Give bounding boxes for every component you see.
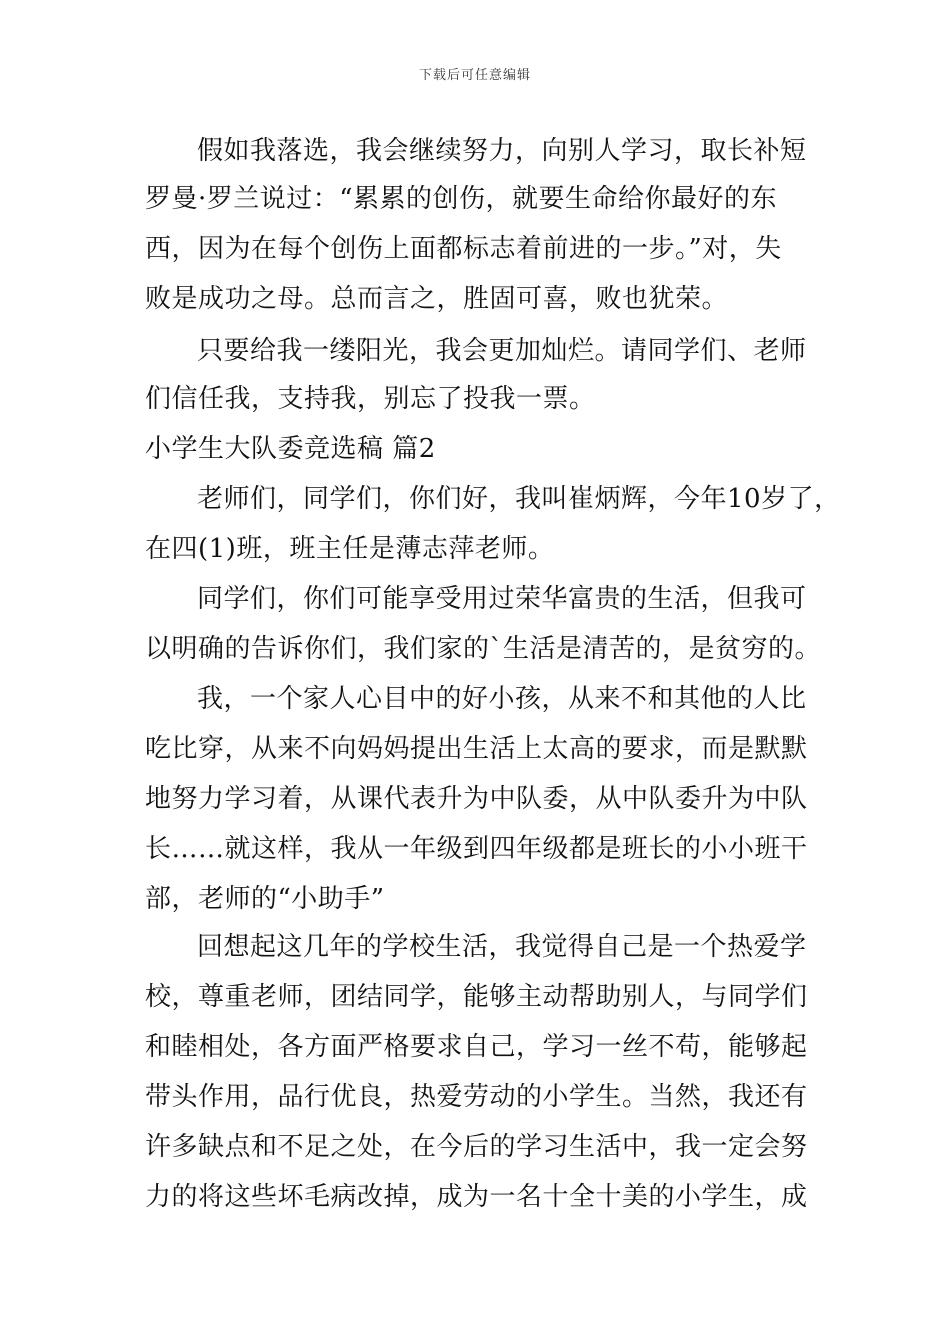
text-line: 西，因为在每个创伤上面都标志着前进的一步。”对，失 — [145, 234, 782, 264]
text-line: 同学们，你们可能享受用过荣华富贵的生活，但我可 — [197, 584, 807, 614]
text-line: 部，老师的“小助手” — [145, 884, 385, 914]
text-line: 许多缺点和不足之处，在今后的学习生活中，我一定会努 — [145, 1132, 808, 1162]
text-line: 老师们，同学们，你们好，我叫崔炳辉，今年10岁了， — [197, 484, 841, 514]
text-line: 带头作用，品行优良，热爱劳动的小学生。当然，我还有 — [145, 1082, 808, 1112]
text-line: 吃比穿，从来不向妈妈提出生活上太高的要求，而是默默 — [145, 734, 808, 764]
text-line: 只要给我一缕阳光，我会更加灿烂。请同学们、老师 — [197, 336, 807, 366]
text-line: 败是成功之母。总而言之，胜固可喜，败也犹荣。 — [145, 284, 729, 314]
text-line: 我，一个家人心目中的好小孩，从来不和其他的人比 — [197, 684, 807, 714]
text-line: 校，尊重老师，团结同学，能够主动帮助别人，与同学们 — [145, 982, 808, 1012]
page-header: 下载后可任意编辑 — [418, 68, 531, 83]
text-line: 假如我落选，我会继续努力，向别人学习，取长补短 — [197, 136, 807, 166]
text-line: 地努力学习着，从课代表升为中队委，从中队委升为中队 — [145, 784, 808, 814]
text-line: 罗曼·罗兰说过：“累累的创伤，就要生命给你最好的东 — [145, 184, 778, 214]
text-line: 们信任我，支持我，别忘了投我一票。 — [145, 384, 596, 414]
text-line: 和睦相处，各方面严格要求自己，学习一丝不苟，能够起 — [145, 1032, 808, 1062]
text-line: 力的将这些坏毛病改掉，成为一名十全十美的小学生，成 — [145, 1182, 808, 1212]
text-line: 在四(1)班，班主任是薄志萍老师。 — [145, 534, 555, 564]
text-line: 长……就这样，我从一年级到四年级都是班长的小小班干 — [145, 834, 808, 864]
text-line: 回想起这几年的学校生活，我觉得自己是一个热爱学 — [197, 932, 807, 962]
section-heading: 小学生大队委竞选稿 篇2 — [145, 434, 436, 464]
text-line: 以明确的告诉你们，我们家的`生活是清苦的，是贫穷的。 — [145, 634, 822, 664]
